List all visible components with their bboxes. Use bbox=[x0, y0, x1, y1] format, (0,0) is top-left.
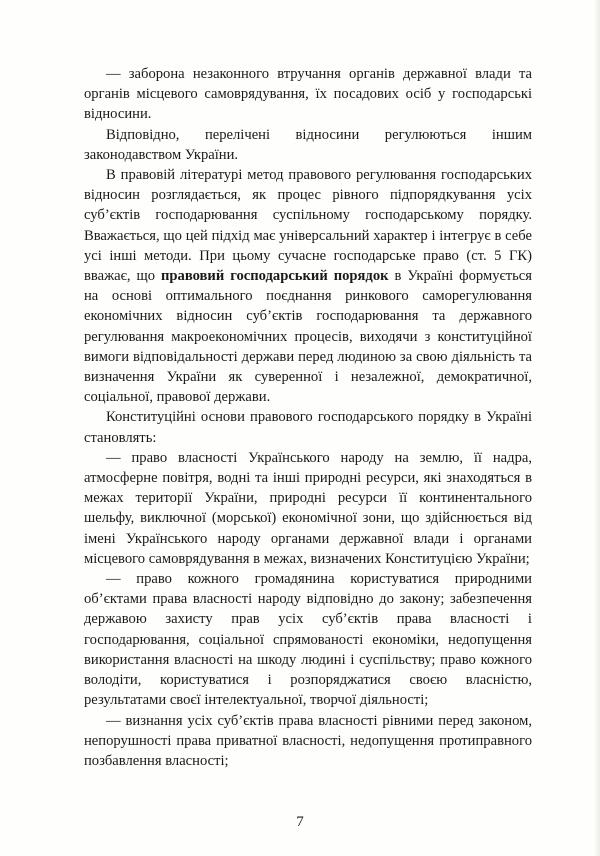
list-item-equality-before-law: — визнання усіх суб’єктів права власності рівними перед законом, непорушності права приватної власності, недопущення протиправного позбавлення власності; bbox=[84, 712, 532, 769]
paragraph-method-text-end: в Україні формується на основі оптимального поєднання ринкового саморегулювання економічних відносин суб’єктів господарювання та державного регулювання макроекономічних процесів, виходячи з конституційної вимоги відповідальності держави перед людиною за свою діяльність та визначення України як суверенної і незалежної, демократичної, соціальної, правової держави. bbox=[84, 268, 532, 406]
paragraph-constitutional-foundations: Конституційні основи правового господарського порядку в Україні становлять: bbox=[84, 409, 532, 446]
scan-edge-shadow bbox=[594, 0, 600, 856]
body-text bbox=[84, 64, 532, 771]
page-number: 7 bbox=[296, 814, 304, 830]
list-item-citizen-rights: — право кожного громадянина користуватися природними об’єктами права власності народу відповідно до закону; забезпечення державою захисту прав усіх суб’єктів права власності і господарювання, соціальної спрямованості економіки, недопущення використання власності на шкоду людині і суспільству; право кожного володіти, користуватися і розпоряджатися своєю власністю, результатами своєї інтелектуальної, творчої діяльності; bbox=[84, 571, 532, 709]
bold-term-legal-economic-order: правовий господарський порядок bbox=[161, 268, 389, 285]
paragraph-method-text-start: В правовій літературі метод правового регулювання господарських відносин розглядається, як процес рівного підпорядкування усіх суб’єктів господарювання суспільному господарському порядку. Вважається, що цей підхід має універсальний характер і інтегрує в себе усі інші методи. При цьому сучасне господарське право (ст. 5 ГК) вважає, що bbox=[84, 167, 532, 285]
paragraph-legal-regulation-method bbox=[84, 165, 532, 407]
paragraph-other-legislation: Відповідно, перелічені відносини регулюються іншим законодавством України. bbox=[84, 126, 532, 163]
list-item-ownership-natural-resources: — право власності Українського народу на землю, її надра, атмосферне повітря, водні та інші природні ресурси, які знаходяться в межах території України, природні ресурси її континентального шельфу, виключної (морської) економічної зони, що здійснюється від імені Українського народу органами державної влади і органами місцевого самоврядування в межах, визначених Конституцією України; bbox=[84, 449, 532, 567]
paragraph-prohibition-interference: — заборона незаконного втручання органів державної влади та органів місцевого самоврядування, їх посадових осіб у господарські відносини. bbox=[84, 66, 532, 123]
